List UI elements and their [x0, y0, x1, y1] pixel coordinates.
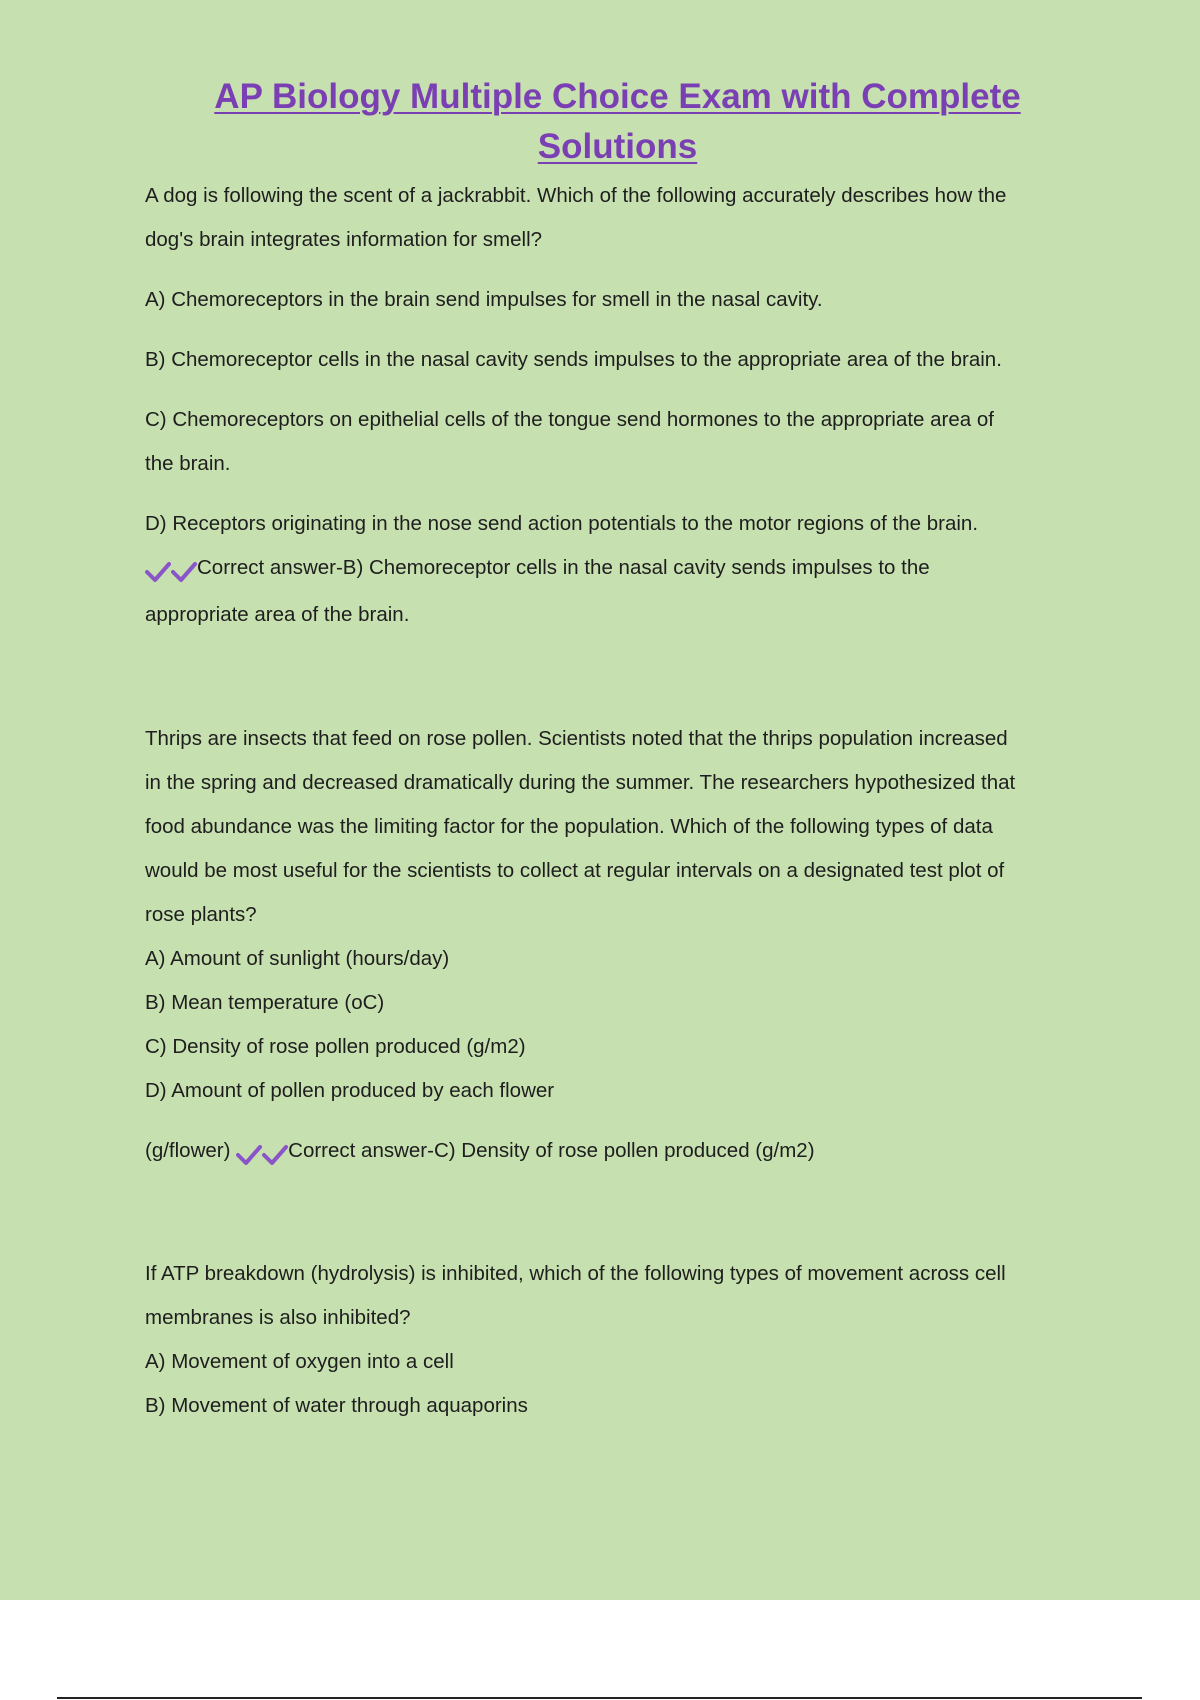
question-2-option-a: A) Amount of sunlight (hours/day) — [145, 947, 450, 970]
title-line-2: Solutions — [537, 127, 698, 166]
question-2-option-d: D) Amount of pollen produced by each flower — [145, 1079, 555, 1102]
question-2-answer-text: Correct answer-C) Density of rose pollen produced (g/m2) — [288, 1139, 815, 1162]
question-3-option-a: A) Movement of oxygen into a cell — [145, 1350, 454, 1373]
question-1 — [145, 174, 1090, 637]
question-3 — [145, 1252, 1090, 1428]
answer-checkmarks — [236, 1132, 288, 1176]
question-1-option-d: D) Receptors originating in the nose send action potentials to the motor regions of the brain. — [145, 512, 979, 535]
question-1-answer-text: Correct answer-B) Chemoreceptor cells in the nasal cavity sends impulses to the — [197, 556, 930, 579]
question-2 — [145, 717, 1090, 1176]
document-body — [145, 72, 1090, 1428]
question-1-option-c-line-1: C) Chemoreceptors on epithelial cells of the tongue send hormones to the appropriate area of — [145, 408, 994, 431]
question-2-option-c: C) Density of rose pollen produced (g/m2) — [145, 1035, 526, 1058]
question-2-stem-line-4: would be most useful for the scientists to collect at regular intervals on a designated test plot of — [145, 859, 1005, 882]
title-line-1: AP Biology Multiple Choice Exam with Complete — [214, 77, 1021, 116]
question-1-answer-line-2: appropriate area of the brain. — [145, 603, 410, 626]
question-1-stem-line-2: dog's brain integrates information for smell? — [145, 228, 543, 251]
question-3-stem-line-1: If ATP breakdown (hydrolysis) is inhibited, which of the following types of movement across cell — [145, 1262, 1006, 1285]
question-2-stem-line-3: food abundance was the limiting factor for the population. Which of the following types of data — [145, 815, 993, 838]
question-2-stem-line-5: rose plants? — [145, 903, 257, 926]
check-icon — [171, 561, 197, 583]
question-1-option-c-line-2: the brain. — [145, 452, 231, 475]
question-2-option-b: B) Mean temperature (oC) — [145, 991, 385, 1014]
answer-checkmarks — [145, 549, 197, 593]
question-1-option-b: B) Chemoreceptor cells in the nasal cavity sends impulses to the appropriate area of the brain. — [145, 348, 1002, 371]
question-1-stem-line-1: A dog is following the scent of a jackrabbit. Which of the following accurately describes how the — [145, 184, 1007, 207]
question-1-option-a: A) Chemoreceptors in the brain send impulses for smell in the nasal cavity. — [145, 288, 823, 311]
document-title — [145, 72, 1090, 172]
check-icon — [262, 1144, 288, 1166]
check-icon — [145, 561, 171, 583]
question-2-stem-line-1: Thrips are insects that feed on rose pollen. Scientists noted that the thrips population increased — [145, 727, 1008, 750]
question-2-option-d-continued: (g/flower) — [145, 1139, 231, 1162]
check-icon — [236, 1144, 262, 1166]
question-3-stem-line-2: membranes is also inhibited? — [145, 1306, 411, 1329]
question-3-option-b: B) Movement of water through aquaporins — [145, 1394, 528, 1417]
question-2-stem-line-2: in the spring and decreased dramatically during the summer. The researchers hypothesized that — [145, 771, 1016, 794]
question-2-answer-line — [145, 1129, 1090, 1176]
footer-divider — [57, 1697, 1142, 1699]
question-1-answer-line-1 — [145, 546, 1090, 593]
